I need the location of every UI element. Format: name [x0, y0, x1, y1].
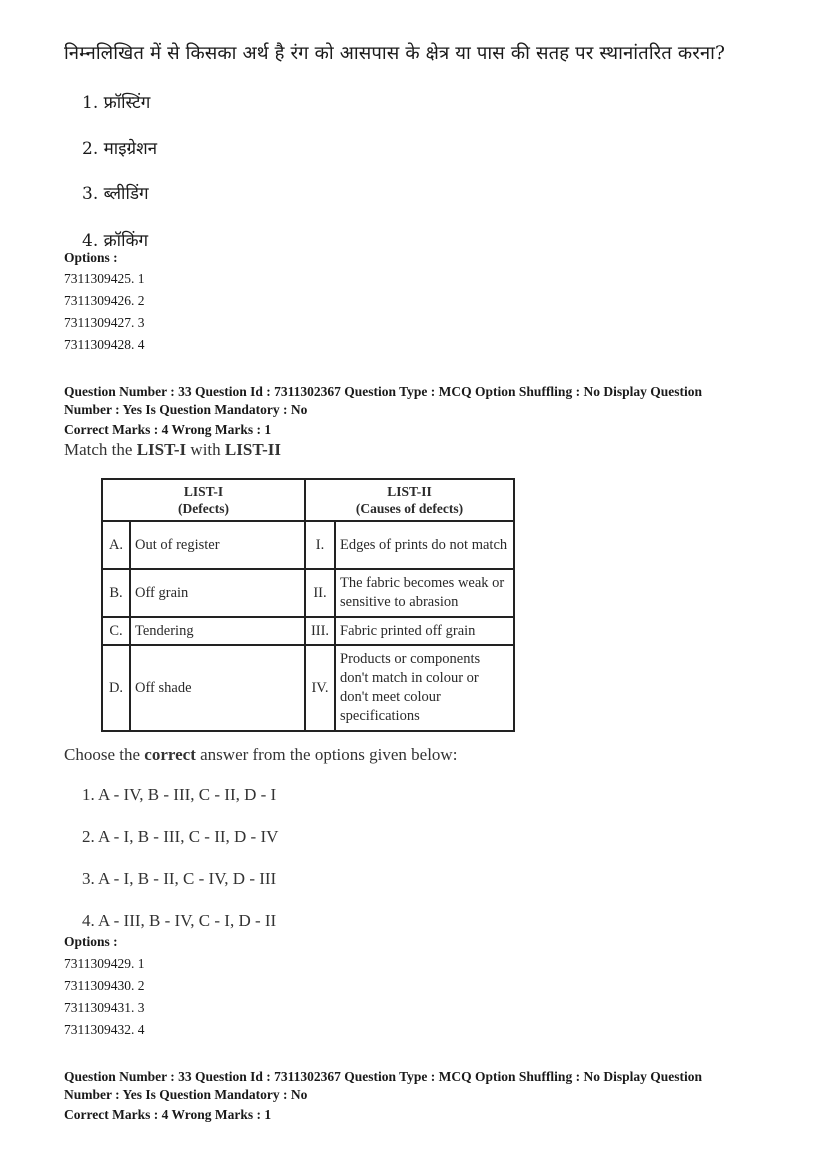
option-id: 7311309425. 1 — [64, 271, 145, 286]
answer-choice-3: 3. A - I, B - II, C - IV, D - III — [82, 869, 277, 888]
question-marks: Correct Marks : 4 Wrong Marks : 1 — [64, 422, 272, 437]
option-id: 7311309429. 1 — [64, 956, 145, 971]
next-question-meta-line1: Question Number : 33 Question Id : 7311302367 Question Type : MCQ Option Shuffling : No Display Question — [64, 1069, 702, 1084]
table-row: A. Out of register I. Edges of prints do not match — [102, 521, 514, 569]
option-id: 7311309431. 3 — [64, 1000, 145, 1015]
answer-choice-4: 4. A - III, B - IV, C - I, D - II — [82, 911, 277, 930]
question-meta-line2: Number : Yes Is Question Mandatory : No — [64, 402, 308, 417]
next-question-meta-line2: Number : Yes Is Question Mandatory : No — [64, 1087, 308, 1102]
choose-instruction: Choose the correct answer from the options given below: — [64, 745, 458, 764]
next-question-marks: Correct Marks : 4 Wrong Marks : 1 — [64, 1107, 272, 1122]
table-row: B. Off grain II. The fabric becomes weak or sensitive to abrasion — [102, 569, 514, 617]
option-id: 7311309427. 3 — [64, 315, 145, 330]
options-label: Options : — [64, 934, 118, 949]
hindi-question-text: निम्नलिखित में से किसका अर्थ है रंग को आसपास के क्षेत्र या पास की सतह पर स्थानांतरित करना? — [64, 43, 726, 64]
hindi-choice-2: 2. माइग्रेशन — [82, 139, 158, 159]
answer-choice-1: 1. A - IV, B - III, C - II, D - I — [82, 785, 277, 804]
question-meta-line1: Question Number : 33 Question Id : 7311302367 Question Type : MCQ Option Shuffling : No Display Question — [64, 384, 702, 399]
option-id: 7311309432. 4 — [64, 1022, 145, 1037]
match-instruction: Match the LIST-I with LIST-II — [64, 440, 281, 459]
options-label: Options : — [64, 250, 118, 265]
list-1-header: LIST-I (Defects) — [102, 479, 305, 521]
option-id: 7311309430. 2 — [64, 978, 145, 993]
hindi-choice-4: 4. क्रॉकिंग — [82, 231, 149, 251]
table-row: D. Off shade IV. Products or components don't match in colour or don't meet colour specifications — [102, 645, 514, 731]
option-id: 7311309428. 4 — [64, 337, 145, 352]
match-table — [101, 478, 515, 732]
table-row: C. Tendering III. Fabric printed off grain — [102, 617, 514, 645]
hindi-choice-3: 3. ब्लीडिंग — [82, 184, 149, 204]
hindi-choice-1: 1. फ्रॉस्टिंग — [82, 93, 151, 113]
answer-choice-2: 2. A - I, B - III, C - II, D - IV — [82, 827, 279, 846]
list-2-header: LIST-II (Causes of defects) — [305, 479, 514, 521]
option-id: 7311309426. 2 — [64, 293, 145, 308]
